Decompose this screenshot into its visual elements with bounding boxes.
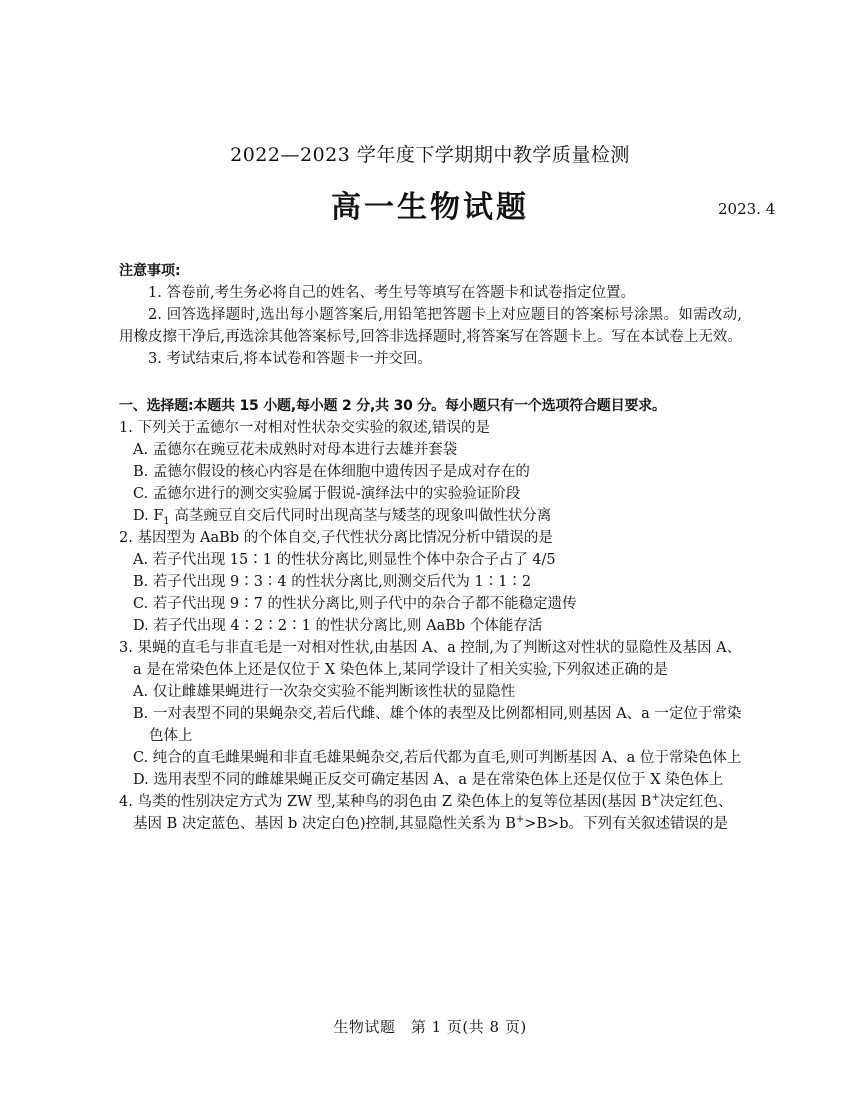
question-3-option-c: C. 纯合的直毛雌果蝇和非直毛雄果蝇杂交,若后代都为直毛,则可判断基因 A、a 位于常染色体上	[133, 750, 742, 766]
notice-item-2: 2. 回答选择题时,选出每小题答案后,用铅笔把答题卡上对应题目的答案标号涂黑。如需改动,用橡皮擦干净后,再选涂其他答案标号,回答非选择题时,将答案写在答题卡上。写在本试卷上无效。	[119, 307, 742, 345]
question-1-option-d-subscript: 1	[163, 515, 170, 527]
question-1-option-d	[119, 505, 742, 527]
notice-item-3: 3. 考试结束后,将本试卷和答题卡一并交回。	[148, 351, 433, 367]
question-4-stem-part-1: 4. 鸟类的性别决定方式为 ZW 型,某种鸟的羽色由 Z 染色体上的复等位基因(基因 B	[119, 794, 652, 810]
section-heading: 一、选择题:本题共 15 小题,每小题 2 分,共 30 分。每小题只有一个选项符合题目要求。	[119, 398, 666, 414]
question-3-stem: 3. 果蝇的直毛与非直毛是一对相对性状,由基因 A、a 控制,为了判断这对性状的显隐性及基因 A、a 是在常染色体上还是仅位于 X 染色体上,某同学设计了相关实验,下列叙述正确的是	[119, 640, 742, 678]
question-1-option-b: B. 孟德尔假设的核心内容是在体细胞中遗传因子是成对存在的	[133, 464, 530, 480]
exam-content	[119, 260, 742, 835]
exam-title: 高一生物试题	[331, 190, 529, 225]
question-4-stem-part-3: >B>b。下列有关叙述错误的是	[524, 816, 729, 832]
question-2-stem: 2. 基因型为 AaBb 的个体自交,子代性状分离比情况分析中错误的是	[119, 530, 553, 546]
question-2-option-a: A. 若子代出现 15∶1 的性状分离比,则显性个体中杂合子占了 4/5	[133, 552, 556, 568]
notice-heading: 注意事项:	[119, 263, 181, 279]
section-gap	[119, 370, 742, 395]
question-2-option-b: B. 若子代出现 9∶3∶4 的性状分离比,则测交后代为 1∶1∶2	[133, 574, 532, 590]
exam-header: 2022—2023 学年度下学期期中教学质量检测	[230, 144, 630, 166]
question-1-option-c: C. 孟德尔进行的测交实验属于假说-演绎法中的实验验证阶段	[133, 486, 521, 502]
question-1-stem: 1. 下列关于孟德尔一对相对性状杂交实验的叙述,错误的是	[119, 420, 491, 436]
question-4-stem	[119, 791, 742, 835]
question-1-option-d-prefix: D. F	[133, 508, 164, 524]
question-1-option-a: A. 孟德尔在豌豆花未成熟时对母本进行去雄并套袋	[133, 442, 458, 458]
question-4-stem-part-2: 决定红色、基因 B 决定蓝色、基因 b 决定白色)控制,其显隐性关系为 B	[133, 794, 733, 832]
page-footer: 生物试题 第 1 页(共 8 页)	[333, 1018, 527, 1036]
question-2-option-c: C. 若子代出现 9∶7 的性状分离比,则子代中的杂合子都不能稳定遗传	[133, 596, 577, 612]
notice-item-1: 1. 答卷前,考生务必将自己的姓名、考生号等填写在答题卡和试卷指定位置。	[148, 285, 636, 301]
question-1-option-d-text: 高茎豌豆自交后代同时出现高茎与矮茎的现象叫做性状分离	[169, 508, 552, 524]
question-4-superscript-2: +	[515, 814, 525, 826]
question-3-option-a: A. 仅让雌雄果蝇进行一次杂交实验不能判断该性状的显隐性	[133, 684, 516, 700]
question-2-option-d: D. 若子代出现 4∶2∶2∶1 的性状分离比,则 AaBb 个体能存活	[133, 618, 543, 634]
question-3-option-d: D. 选用表型不同的雌雄果蝇正反交可确定基因 A、a 是在常染色体上还是仅位于 X 染色体上	[133, 772, 724, 788]
exam-date: 2023. 4	[718, 200, 776, 218]
question-4-superscript-1: +	[651, 792, 660, 804]
question-3-option-b: B. 一对表型不同的果蝇杂交,若后代雌、雄个体的表型及比例都相同,则基因 A、a 一定位于常染色体上	[133, 706, 742, 744]
